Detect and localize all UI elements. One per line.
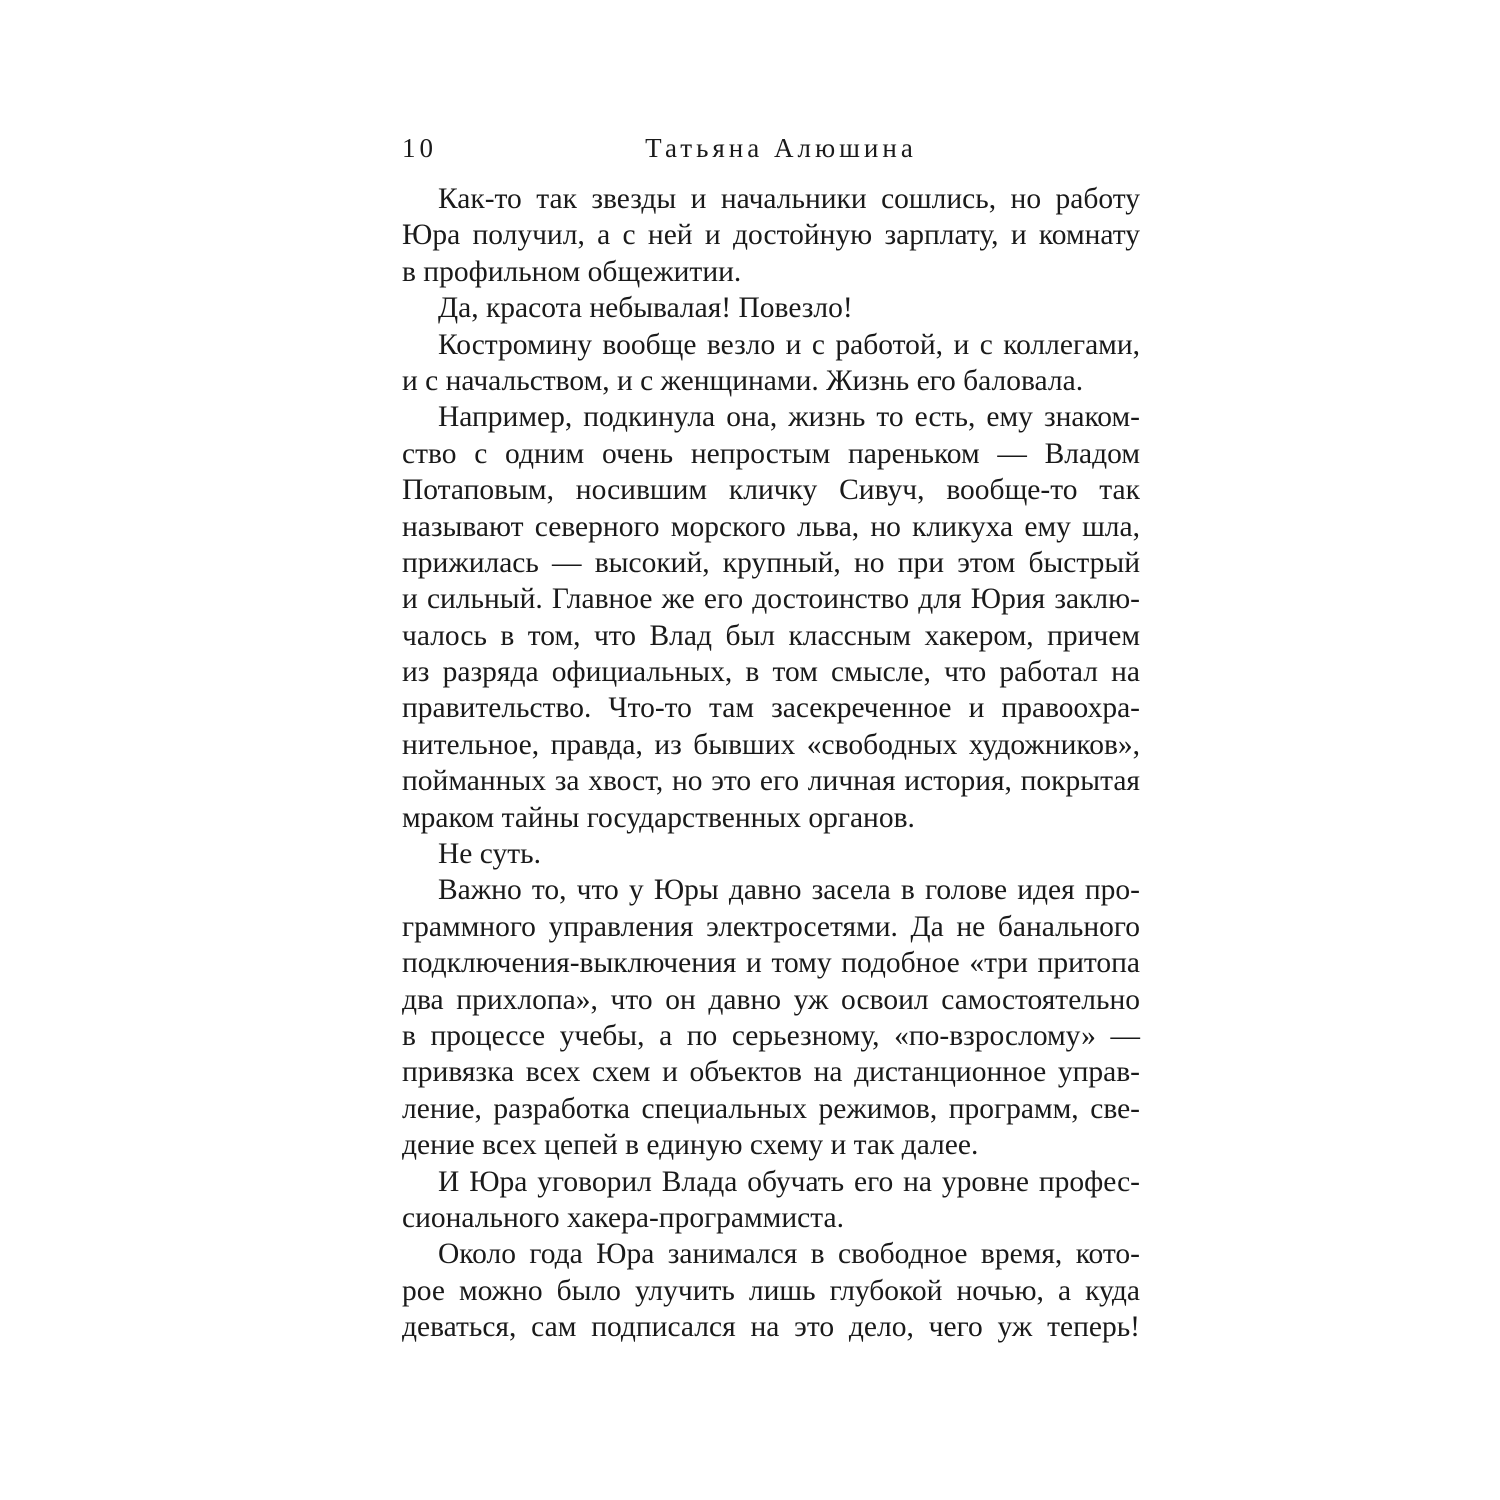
text-line: и с начальством, и с женщинами. Жизнь его баловала. bbox=[402, 364, 1084, 397]
page-number: 10 bbox=[402, 133, 437, 163]
text-line: Как-то так звезды и начальники сошлись, но работу bbox=[438, 183, 1140, 215]
text-line: в профильном общежитии. bbox=[402, 255, 742, 288]
text-line: дение всех цепей в единую схему и так далее. bbox=[402, 1129, 979, 1162]
text-line: пойманных за хвост, но это его личная история, покрытая bbox=[402, 765, 1140, 798]
text-line: из разряда официальных, в том смысле, что работал на bbox=[402, 656, 1140, 689]
text-line: подключения-выключения и тому подобное «три притопа bbox=[402, 947, 1140, 980]
text-line: рое можно было улучить лишь глубокой ночью, а куда bbox=[402, 1274, 1140, 1307]
text-line: сионального хакера-программиста. bbox=[402, 1201, 844, 1234]
text-line: называют северного морского льва, но кликуха ему шла, bbox=[402, 510, 1140, 543]
text-line: Важно то, что у Юры давно засела в голове идея про- bbox=[438, 874, 1140, 907]
text-line: граммного управления электросетями. Да не банального bbox=[402, 910, 1140, 943]
text-line: чалось в том, что Влад был классным хакером, причем bbox=[402, 619, 1140, 652]
text-line: в процессе учебы, а по серьезному, «по-взрослому» — bbox=[402, 1019, 1140, 1052]
text-line: ство с одним очень непростым пареньком — Владом bbox=[402, 437, 1140, 470]
text-line: прижилась — высокий, крупный, но при этом быстрый bbox=[402, 546, 1140, 579]
text-line: Не суть. bbox=[438, 838, 541, 871]
running-head bbox=[402, 128, 1140, 168]
text-line: два прихлопа», что он давно уж освоил самостоятельно bbox=[402, 983, 1140, 1016]
text-line: мраком тайны государственных органов. bbox=[402, 801, 915, 834]
text-line: Например, подкинула она, жизнь то есть, ему знаком- bbox=[438, 401, 1140, 434]
text-line: Около года Юра занимался в свободное время, кото- bbox=[438, 1238, 1140, 1271]
text-line: ление, разработка специальных режимов, программ, све- bbox=[402, 1092, 1140, 1125]
running-head-author: Татьяна Алюшина bbox=[645, 133, 917, 163]
text-line: и сильный. Главное же его достоинство для Юрия заклю- bbox=[402, 583, 1140, 616]
text-line: Потаповым, носившим кличку Сивуч, вообще-то так bbox=[402, 474, 1140, 507]
text-line: деваться, сам подписался на это дело, чего уж теперь! bbox=[402, 1311, 1140, 1344]
text-line: И Юра уговорил Влада обучать его на уровне профес- bbox=[438, 1165, 1140, 1198]
text-line: Да, красота небывалая! Повезло! bbox=[438, 292, 853, 325]
body-text bbox=[402, 181, 1140, 1346]
text-line: привязка всех схем и объектов на дистанционное управ- bbox=[402, 1056, 1140, 1089]
text-line: нительное, правда, из бывших «свободных художников», bbox=[402, 728, 1140, 761]
text-line: Костромину вообще везло и с работой, и с коллегами, bbox=[438, 328, 1140, 361]
text-line: Юра получил, а с ней и достойную зарплату, и комнату bbox=[402, 219, 1140, 252]
book-page bbox=[402, 128, 1140, 1346]
text-line: правительство. Что-то там засекреченное и правоохра- bbox=[402, 692, 1140, 725]
